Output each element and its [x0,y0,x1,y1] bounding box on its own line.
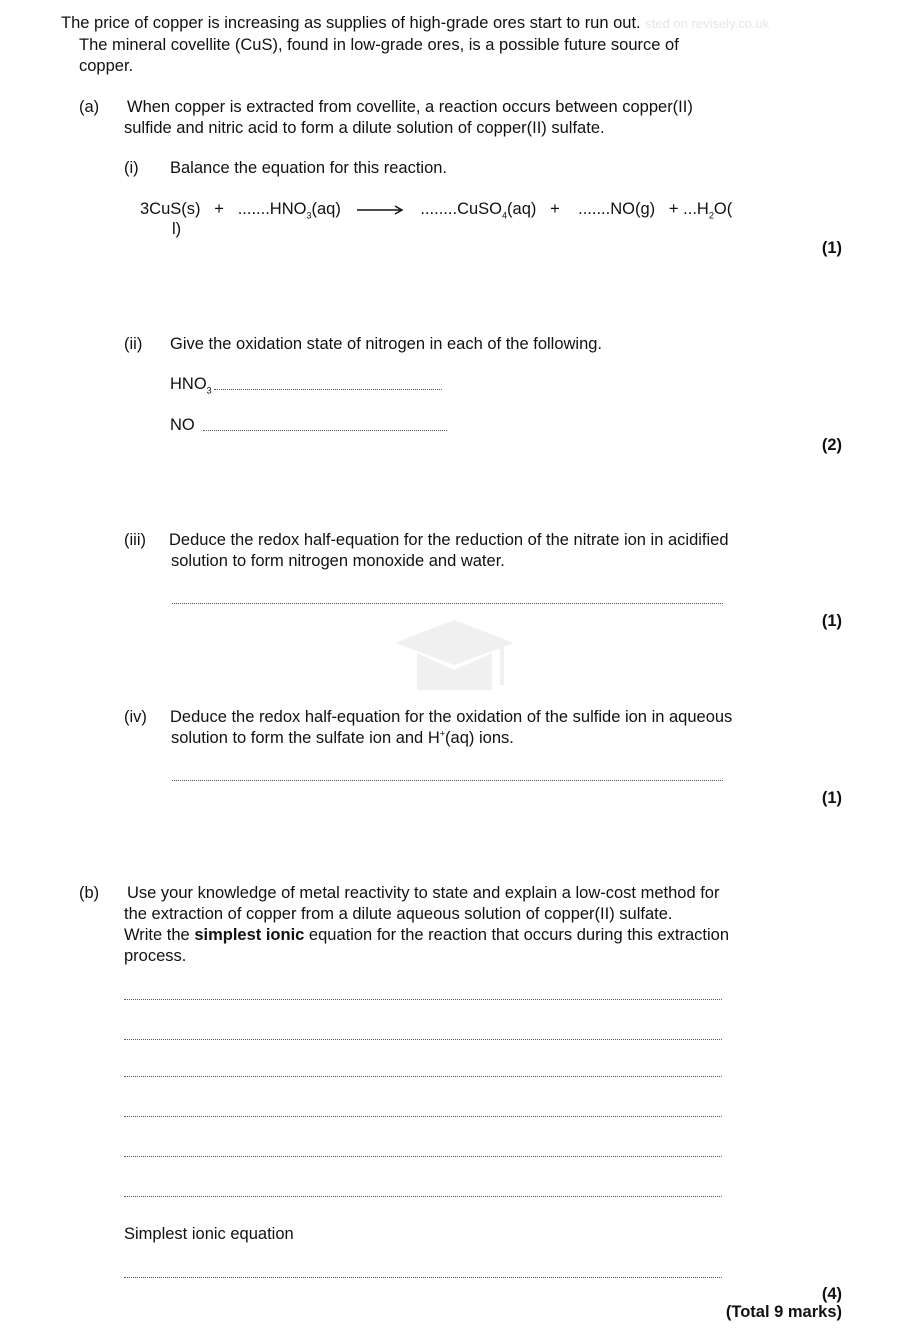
ionic-equation-label: Simplest ionic equation [124,1225,294,1243]
marks-a-i: (1) [821,239,842,257]
marks-b: (4) [821,1285,842,1303]
no-answer-line[interactable] [203,430,447,431]
intro-line-1: The price of copper is increasing as supplies of high-grade ores start to run out. sted on revisely.co.uk [61,14,770,32]
part-a-i-label: (i) [124,159,139,177]
iv-answer-line[interactable] [172,780,723,781]
eq-no-blank[interactable]: ....... [578,200,611,218]
part-a-line-2: sulfide and nitric acid to form a dilute solution of copper(II) sulfate. [124,119,605,137]
part-b-line-2: the extraction of copper from a dilute aqueous solution of copper(II) sulfate. [124,905,673,923]
part-a-iv-label: (iv) [124,708,147,726]
part-b-line-4: process. [124,947,187,965]
marks-a-iv: (1) [821,789,842,807]
iii-answer-line[interactable] [172,603,723,604]
balance-equation: 3CuS(s) + $.......HNO_3(aq)$ ........CuSO$_4$(aq) + .......NO(g) + $...H_2O$( [140,200,733,221]
no-label: NO [170,416,195,434]
part-a-i-text: Balance the equation for this reaction. [170,159,448,177]
b-answer-line[interactable] [124,1196,722,1197]
right-arrow-icon [355,205,407,215]
eq-hno3-blank[interactable]: ....... [237,200,270,218]
marks-a-iii: (1) [821,612,842,630]
part-a-iv-line-1: Deduce the redox half-equation for the oxidation of the sulfide ion in aqueous [170,708,733,726]
part-a-iii-line-1: Deduce the redox half-equation for the reduction of the nitrate ion in acidified [169,531,729,549]
graduation-cap-icon [392,615,517,705]
eq-cus: 3CuS(s) [140,200,201,218]
part-a-ii-text: Give the oxidation state of nitrogen in each of the following. [170,335,603,353]
marks-a-ii: (2) [821,436,842,454]
b-answer-line[interactable] [124,999,722,1000]
part-a-line-1: When copper is extracted from covellite, a reaction occurs between copper(II) [127,98,693,116]
hno3-answer-line[interactable] [214,389,442,390]
equation-wrap: l) [172,220,182,238]
part-b-label: (b) [79,884,100,902]
eq-h2o-blank[interactable]: ... [683,200,697,218]
b-answer-line[interactable] [124,1156,722,1157]
b-answer-line[interactable] [124,1076,722,1077]
part-b-line-1: Use your knowledge of metal reactivity to state and explain a low-cost method for [127,884,720,902]
b-answer-line[interactable] [124,1039,722,1040]
total-marks: (Total 9 marks) [725,1303,842,1321]
hno3-label: $HNO_3$ [170,375,212,396]
part-b-line-3: Write the simplest ionic equation for the reaction that occurs during this extraction [124,926,730,944]
intro-line-3: copper. [79,57,134,75]
part-a-iii-label: (iii) [124,531,146,549]
eq-cuso4-blank[interactable]: ........ [420,200,458,218]
part-a-label: (a) [79,98,100,116]
part-a-iii-line-2: solution to form nitrogen monoxide and water. [171,552,505,570]
part-a-ii-label: (ii) [124,335,143,353]
part-a-iv-line-2: solution to form the sulfate ion and H+(aq) ions. [171,728,514,747]
intro-line-2: The mineral covellite (CuS), found in low-grade ores, is a possible future source of [79,36,679,54]
watermark-text: sted on revisely.co.uk [645,16,770,31]
b-answer-line[interactable] [124,1116,722,1117]
ionic-equation-line[interactable] [124,1277,722,1278]
